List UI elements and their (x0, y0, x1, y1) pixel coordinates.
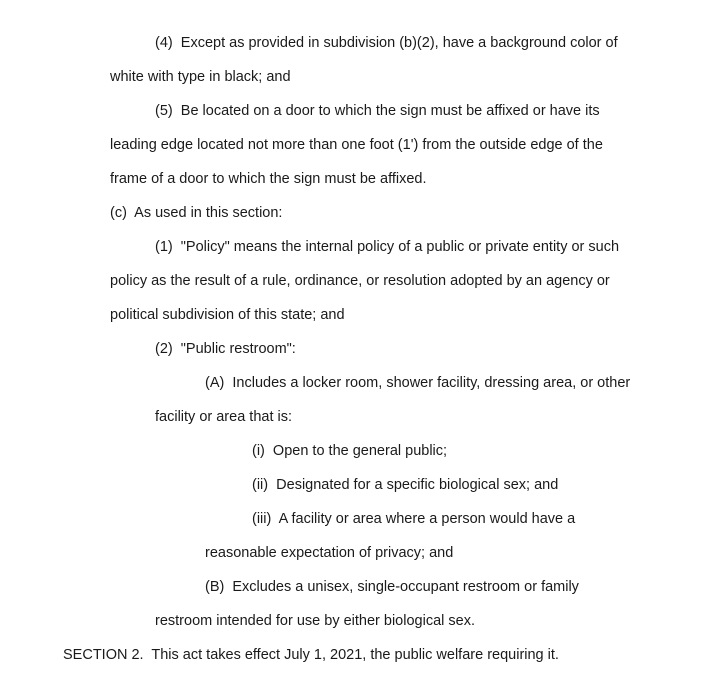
document-line: (2) "Public restroom": (155, 341, 296, 357)
document-line: frame of a door to which the sign must be affixed. (110, 171, 427, 187)
document-line: policy as the result of a rule, ordinance, or resolution adopted by an agency or (110, 273, 610, 289)
document-line: restroom intended for use by either biological sex. (155, 613, 475, 629)
document-line: leading edge located not more than one foot (1') from the outside edge of the (110, 137, 603, 153)
document-line: (5) Be located on a door to which the sign must be affixed or have its (155, 103, 600, 119)
document-line: SECTION 2. This act takes effect July 1, 2021, the public welfare requiring it. (63, 647, 559, 663)
document-line: (iii) A facility or area where a person would have a (252, 511, 576, 527)
document-line: political subdivision of this state; and (110, 307, 345, 323)
document-line: facility or area that is: (155, 409, 292, 425)
document-line: white with type in black; and (110, 69, 291, 85)
document-line: (B) Excludes a unisex, single-occupant restroom or family (205, 579, 579, 595)
document-line: (4) Except as provided in subdivision (b)(2), have a background color of (155, 35, 618, 51)
document-line: (1) "Policy" means the internal policy of a public or private entity or such (155, 239, 620, 255)
document-line: (ii) Designated for a specific biological sex; and (252, 477, 559, 493)
document-line: (c) As used in this section: (110, 205, 283, 221)
document-line: reasonable expectation of privacy; and (205, 545, 454, 561)
document-body (0, 26, 707, 672)
document-line: (i) Open to the general public; (252, 443, 448, 459)
document-line: (A) Includes a locker room, shower facility, dressing area, or other (205, 375, 631, 391)
